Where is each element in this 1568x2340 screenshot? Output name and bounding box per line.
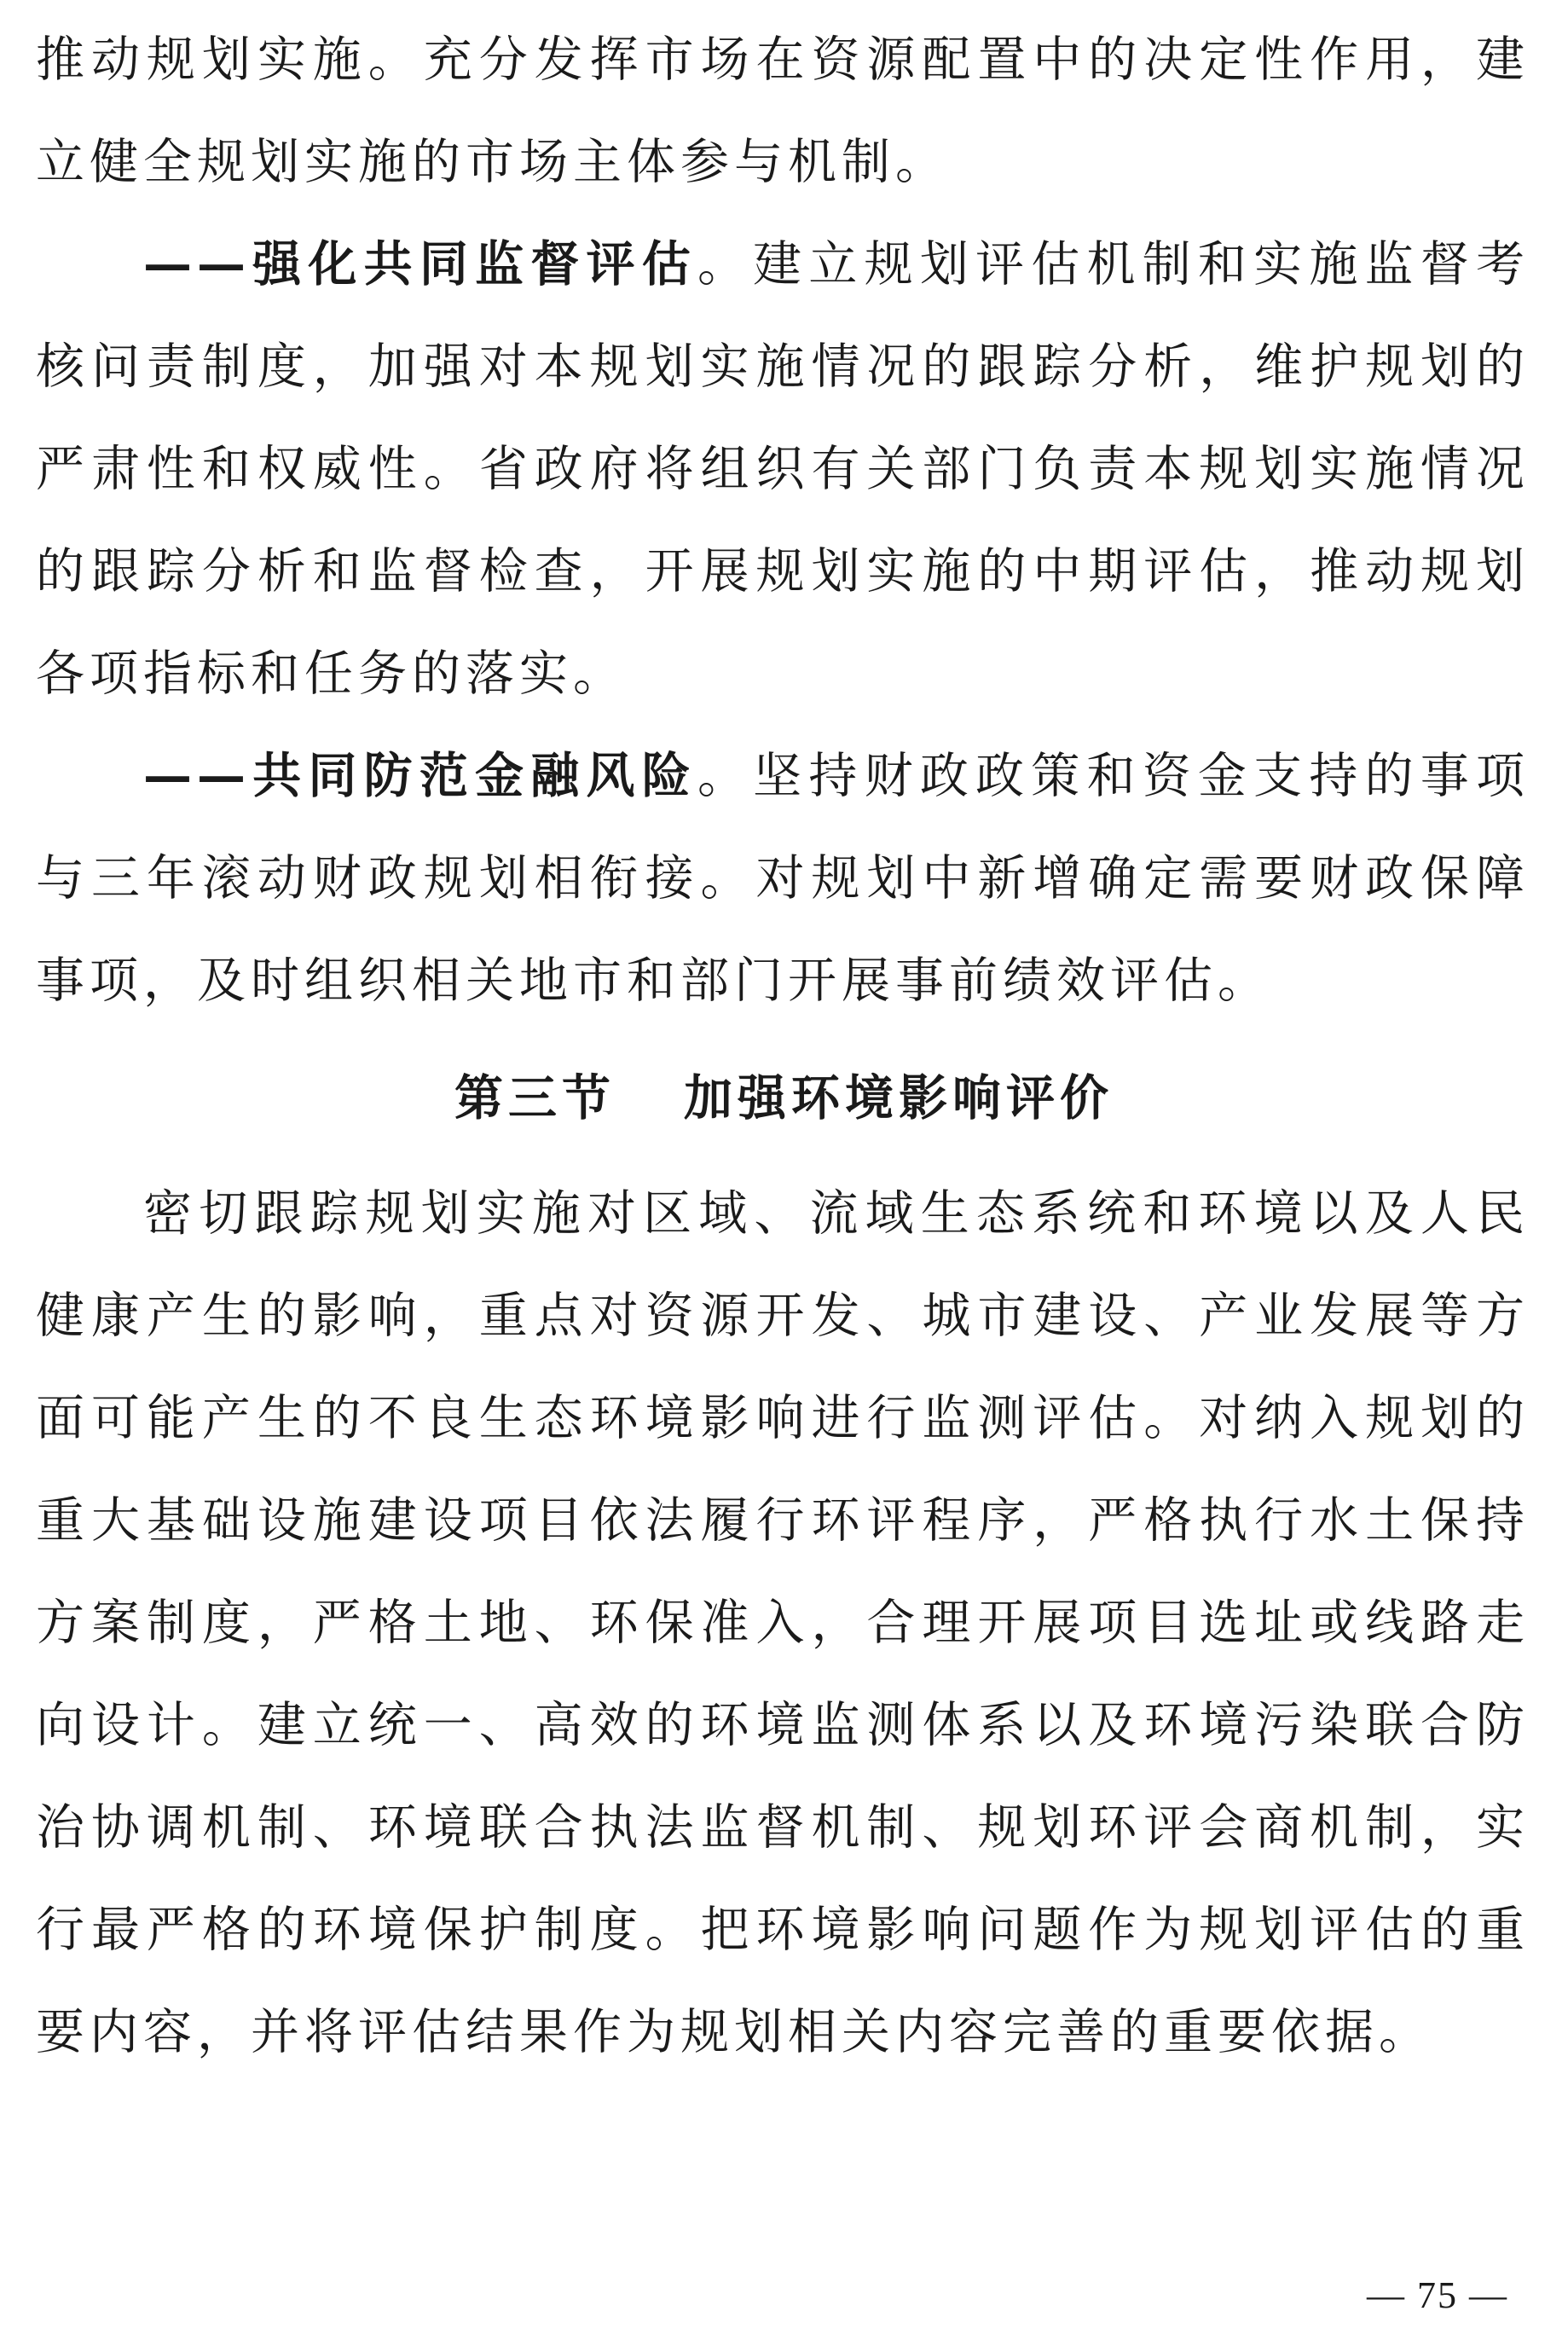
paragraph-body: 。坚持财政政策和资金支持的事项与三年滚动财政规划相衔接。对规划中新增确定需要财政保障事项，及时组织相关地市和部门开展事前绩效评估。 (36, 748, 1530, 1009)
body-text-bottom (36, 1162, 1530, 2083)
paragraph-supervision (36, 213, 1530, 725)
section-title: 加强环境影响评价 (684, 1069, 1114, 1127)
paragraph-lead-heading: ——共同防范金融风险 (143, 747, 697, 804)
page-number: — 75 — (1367, 2274, 1508, 2316)
paragraph-financial-risk (36, 725, 1530, 1032)
section-heading (0, 1047, 1568, 1150)
paragraph-body: 推动规划实施。充分发挥市场在资源配置中的决定性作用，建立健全规划实施的市场主体参与机制。 (36, 32, 1530, 190)
paragraph-body: 。建立规划评估机制和实施监督考核问责制度，加强对本规划实施情况的跟踪分析，维护规划的严肃性和权威性。省政府将组织有关部门负责本规划实施情况的跟踪分析和监督检查，开展规划实施的中期评估，推动规划各项指标和任务的落实。 (36, 236, 1530, 702)
paragraph-environment (36, 1162, 1530, 2083)
paragraph-continuation (36, 9, 1530, 213)
section-number: 第三节 (454, 1069, 616, 1127)
paragraph-lead-heading: ——强化共同监督评估 (143, 235, 697, 292)
paragraph-body: 密切跟踪规划实施对区域、流域生态系统和环境以及人民健康产生的影响，重点对资源开发、城市建设、产业发展等方面可能产生的不良生态环境影响进行监测评估。对纳入规划的重大基础设施建设项目依法履行环评程序，严格执行水土保持方案制度，严格土地、环保准入，合理开展项目选址或线路走向设计。建立统一、高效的环境监测体系以及环境污染联合防治协调机制、环境联合执法监督机制、规划环评会商机制，实行最严格的环境保护制度。把环境影响问题作为规划评估的重要内容，并将评估结果作为规划相关内容完善的重要依据。 (36, 1185, 1530, 2060)
body-text-top (36, 9, 1530, 1032)
